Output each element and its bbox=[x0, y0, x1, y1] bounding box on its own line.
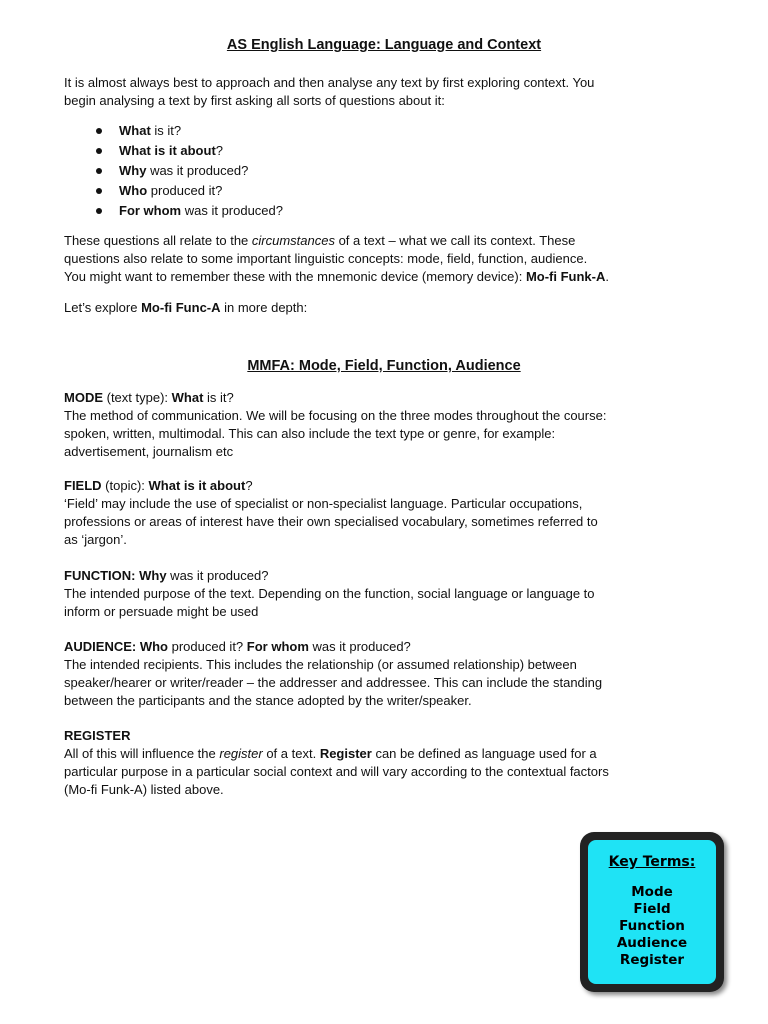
list-item bbox=[64, 141, 283, 161]
key-term: Function bbox=[619, 918, 685, 934]
mode-line: The method of communication. We will be focusing on the three modes throughout the course: bbox=[64, 408, 607, 423]
function-line: The intended purpose of the text. Depending on the function, social language or language to bbox=[64, 586, 595, 601]
text-run: FIELD bbox=[64, 478, 102, 493]
register-heading bbox=[64, 727, 704, 745]
text-run: register bbox=[219, 746, 263, 761]
register-line-1 bbox=[64, 745, 704, 763]
key-terms-heading bbox=[588, 854, 716, 870]
text-run: (text type): bbox=[103, 390, 172, 405]
field-line: as ‘jargon’. bbox=[64, 532, 127, 547]
key-terms-panel bbox=[588, 840, 716, 984]
text-run: What bbox=[171, 390, 204, 405]
text-run: Why bbox=[139, 568, 167, 583]
text-run: What is it about bbox=[148, 478, 246, 493]
field-line: ‘Field’ may include the use of specialist or non-specialist language. Particular occupations, bbox=[64, 496, 583, 511]
text-run: of a text – what we call its context. These bbox=[334, 233, 576, 248]
text-run: Register bbox=[319, 746, 372, 761]
text-run: All of this will influence the bbox=[64, 746, 220, 761]
key-terms-box bbox=[580, 832, 724, 992]
key-term: Register bbox=[619, 952, 685, 968]
field-section bbox=[64, 477, 704, 549]
key-term: Field bbox=[633, 901, 671, 917]
mode-section bbox=[64, 389, 704, 461]
questions-list bbox=[64, 121, 283, 221]
text-run: AUDIENCE: bbox=[64, 639, 140, 654]
text-run: : bbox=[689, 854, 696, 870]
context-line-2: questions also relate to some important linguistic concepts: mode, field, function, audience. bbox=[64, 251, 588, 266]
text-run: . bbox=[605, 269, 609, 284]
list-item bbox=[64, 201, 283, 221]
list-item bbox=[64, 181, 283, 201]
key-terms-list bbox=[588, 884, 716, 969]
text-run: Let’s explore bbox=[64, 300, 142, 315]
field-line: professions or areas of interest have their own specialised vocabulary, sometimes referred to bbox=[64, 514, 598, 529]
text-run: was it produced? bbox=[308, 639, 411, 654]
audience-line: speaker/hearer or writer/reader – the addresser and addressee. This can include the standing bbox=[64, 675, 603, 690]
text-run: Who bbox=[139, 639, 168, 654]
function-section bbox=[64, 567, 704, 621]
mnemonic: Mo-fi Func-A bbox=[141, 300, 221, 315]
text-run: ? bbox=[245, 478, 253, 493]
question-text: is it? bbox=[150, 123, 182, 138]
text-run: For whom bbox=[246, 639, 309, 654]
text-run: was it produced? bbox=[166, 568, 269, 583]
register-line: (Mo-fi Funk-A) listed above. bbox=[64, 782, 224, 797]
intro-line-2: begin analysing a text by first asking all sorts of questions about it: bbox=[64, 93, 445, 108]
audience-heading bbox=[64, 638, 704, 656]
text-run: of a text. bbox=[262, 746, 320, 761]
question-keyword: What is it about bbox=[119, 143, 216, 158]
register-section bbox=[64, 727, 704, 799]
list-item bbox=[64, 161, 283, 181]
context-line-3 bbox=[64, 268, 704, 286]
function-line: inform or persuade might be used bbox=[64, 604, 259, 619]
question-text: produced it? bbox=[147, 183, 223, 198]
question-keyword: Why bbox=[119, 163, 147, 178]
question-keyword: Who bbox=[119, 183, 148, 198]
register-line: particular purpose in a particular social context and will vary according to the contextual factors bbox=[64, 764, 609, 779]
key-term: Audience bbox=[616, 935, 688, 951]
question-text: was it produced? bbox=[146, 163, 249, 178]
text-run: can be defined as language used for a bbox=[371, 746, 597, 761]
question-keyword: What bbox=[119, 123, 151, 138]
field-heading bbox=[64, 477, 704, 495]
audience-section bbox=[64, 638, 704, 710]
intro-line-1: It is almost always best to approach and then analyse any text by first exploring context. You bbox=[64, 75, 595, 90]
text-run: (topic): bbox=[101, 478, 149, 493]
list-item bbox=[64, 121, 283, 141]
text-run: in more depth: bbox=[220, 300, 308, 315]
text-run: produced it? bbox=[168, 639, 247, 654]
text-run: You might want to remember these with the mnemonic device (memory device): bbox=[64, 269, 526, 284]
audience-line: The intended recipients. This includes the relationship (or assumed relationship) between bbox=[64, 657, 577, 672]
question-keyword: For whom bbox=[119, 203, 182, 218]
context-paragraph bbox=[64, 232, 704, 286]
text-run: Key Terms bbox=[608, 854, 690, 870]
question-text: was it produced? bbox=[181, 203, 284, 218]
text-run: MODE bbox=[64, 390, 103, 405]
mode-line: spoken, written, multimodal. This can also include the text type or genre, for example: bbox=[64, 426, 556, 441]
context-line-1 bbox=[64, 232, 704, 250]
mode-line: advertisement, journalism etc bbox=[64, 444, 234, 459]
explore-paragraph bbox=[64, 299, 704, 317]
key-term: Mode bbox=[631, 884, 673, 900]
text-run: is it? bbox=[203, 390, 234, 405]
text-run: FUNCTION: bbox=[64, 568, 140, 583]
text-run: These questions all relate to the bbox=[64, 233, 252, 248]
question-text: ? bbox=[215, 143, 224, 158]
text-run: circumstances bbox=[251, 233, 335, 248]
mnemonic: Mo-fi Funk-A bbox=[525, 269, 606, 284]
mode-heading bbox=[64, 389, 704, 407]
audience-line: between the participants and the stance adopted by the writer/speaker. bbox=[64, 693, 472, 708]
function-heading bbox=[64, 567, 704, 585]
intro-paragraph bbox=[64, 74, 704, 110]
text-run: REGISTER bbox=[64, 728, 131, 743]
section-title-mmfa: MMFA: Mode, Field, Function, Audience bbox=[247, 358, 521, 374]
page-title: AS English Language: Language and Context bbox=[226, 37, 542, 53]
